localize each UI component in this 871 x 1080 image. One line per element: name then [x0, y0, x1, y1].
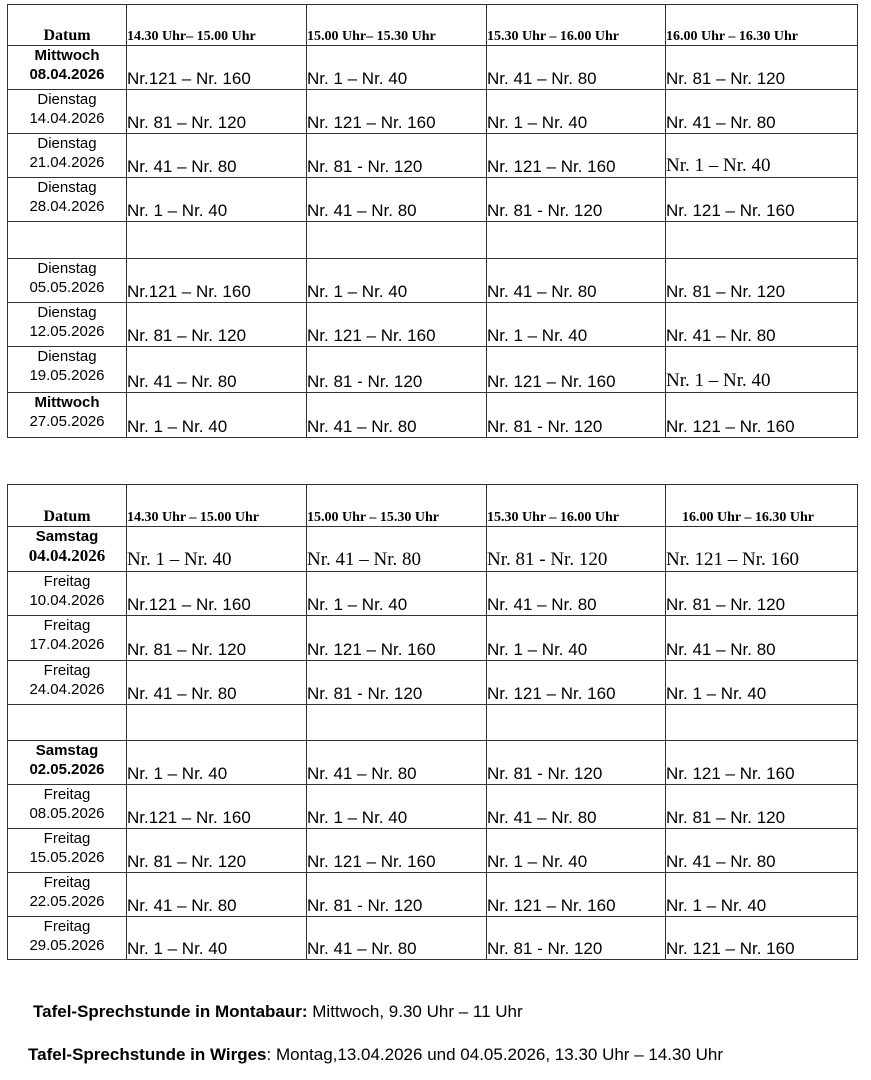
weekday: Samstag: [35, 528, 99, 545]
slot-cell: Nr. 121 – Nr. 160: [666, 393, 858, 438]
empty-cell: [8, 705, 127, 741]
slot-cell: Nr. 81 – Nr. 120: [666, 785, 858, 829]
weekday: Freitag: [43, 830, 91, 847]
slot-cell: Nr. 81 – Nr. 120: [127, 90, 307, 134]
header-datum: Datum: [8, 485, 127, 527]
weekday: Freitag: [43, 918, 91, 935]
header-slot-2: 15.00 Uhr – 15.30 Uhr: [307, 485, 487, 527]
table-row: [8, 393, 858, 438]
slot-cell: Nr. 81 – Nr. 120: [127, 616, 307, 661]
date-cell: [8, 178, 127, 222]
weekday: Dienstag: [37, 304, 97, 321]
slot-cell: Nr. 1 – Nr. 40: [127, 527, 307, 572]
slot-cell: Nr. 41 – Nr. 80: [666, 616, 858, 661]
slot-cell: Nr. 81 - Nr. 120: [307, 661, 487, 705]
slot-cell: Nr. 121 – Nr. 160: [307, 303, 487, 347]
slot-cell: Nr. 1 – Nr. 40: [487, 90, 666, 134]
slot-cell: Nr. 121 – Nr. 160: [487, 134, 666, 178]
weekday: Dienstag: [37, 91, 97, 108]
schedule-table-2: [7, 484, 858, 960]
table-row: [8, 741, 858, 785]
date: 15.05.2026: [29, 849, 105, 866]
slot-cell: Nr. 81 – Nr. 120: [666, 259, 858, 303]
slot-cell: Nr. 121 – Nr. 160: [666, 178, 858, 222]
table-row: [8, 873, 858, 917]
date-cell: [8, 393, 127, 438]
date-cell: [8, 785, 127, 829]
date-cell: [8, 741, 127, 785]
table-row: [8, 134, 858, 178]
empty-cell: [666, 222, 858, 259]
slot-cell: Nr. 81 - Nr. 120: [487, 178, 666, 222]
weekday: Dienstag: [37, 260, 97, 277]
wirges-text: : Montag,13.04.2026 und 04.05.2026, 13.30 Uhr – 14.30 Uhr: [266, 1045, 724, 1064]
slot-cell: Nr. 121 – Nr. 160: [307, 616, 487, 661]
slot-cell: Nr. 41 – Nr. 80: [307, 178, 487, 222]
slot-cell: Nr. 41 – Nr. 80: [487, 259, 666, 303]
slot-cell: Nr. 41 – Nr. 80: [487, 785, 666, 829]
date-cell: [8, 873, 127, 917]
table-row: [8, 303, 858, 347]
slot-cell: Nr. 41 – Nr. 80: [666, 829, 858, 873]
slot-cell: Nr.121 – Nr. 160: [127, 572, 307, 616]
weekday: Freitag: [43, 874, 91, 891]
table-row: [8, 829, 858, 873]
header-slot-3: 15.30 Uhr – 16.00 Uhr: [487, 5, 666, 46]
slot-cell: Nr. 81 - Nr. 120: [487, 741, 666, 785]
slot-cell: Nr. 81 – Nr. 120: [666, 572, 858, 616]
header-slot-3: 15.30 Uhr – 16.00 Uhr: [487, 485, 666, 527]
slot-cell: Nr. 121 – Nr. 160: [307, 829, 487, 873]
table-row: [8, 616, 858, 661]
date: 04.04.2026: [28, 546, 106, 565]
table-row: [8, 259, 858, 303]
slot-cell: Nr. 121 – Nr. 160: [666, 917, 858, 960]
date-cell: [8, 46, 127, 90]
empty-cell: [307, 705, 487, 741]
table-row: [8, 572, 858, 616]
weekday: Freitag: [43, 573, 91, 590]
weekday: Dienstag: [37, 179, 97, 196]
empty-cell: [666, 705, 858, 741]
weekday: Mittwoch: [34, 394, 100, 411]
date-cell: [8, 616, 127, 661]
slot-cell: Nr. 41 – Nr. 80: [127, 134, 307, 178]
table-row: [8, 661, 858, 705]
slot-cell: Nr. 1 – Nr. 40: [307, 572, 487, 616]
montabaur-label: Tafel-Sprechstunde in Montabaur:: [33, 1002, 308, 1021]
slot-cell: Nr. 121 – Nr. 160: [487, 661, 666, 705]
date: 12.05.2026: [29, 323, 105, 340]
empty-cell: [8, 222, 127, 259]
slot-cell: Nr. 1 – Nr. 40: [666, 134, 858, 178]
empty-cell: [127, 222, 307, 259]
wirges-note: [28, 1045, 723, 1065]
date-cell: [8, 134, 127, 178]
slot-cell: Nr. 121 – Nr. 160: [666, 527, 858, 572]
table-row: [8, 178, 858, 222]
date-cell: [8, 347, 127, 393]
slot-cell: Nr. 1 – Nr. 40: [307, 785, 487, 829]
slot-cell: Nr. 1 – Nr. 40: [666, 347, 858, 393]
slot-cell: Nr. 1 – Nr. 40: [307, 46, 487, 90]
date: 05.05.2026: [29, 279, 105, 296]
empty-row: [8, 705, 858, 741]
slot-cell: Nr. 81 – Nr. 120: [666, 46, 858, 90]
slot-cell: Nr. 81 - Nr. 120: [307, 873, 487, 917]
montabaur-note: [33, 1002, 523, 1022]
slot-cell: Nr. 81 – Nr. 120: [127, 829, 307, 873]
slot-cell: Nr. 81 - Nr. 120: [487, 917, 666, 960]
schedule-table-1: [7, 4, 858, 438]
slot-cell: Nr. 1 – Nr. 40: [127, 178, 307, 222]
weekday: Mittwoch: [34, 47, 100, 64]
slot-cell: Nr. 41 – Nr. 80: [127, 873, 307, 917]
slot-cell: Nr.121 – Nr. 160: [127, 46, 307, 90]
date: 28.04.2026: [29, 198, 105, 215]
empty-cell: [487, 222, 666, 259]
slot-cell: Nr. 41 – Nr. 80: [666, 303, 858, 347]
slot-cell: Nr. 81 - Nr. 120: [487, 393, 666, 438]
empty-cell: [487, 705, 666, 741]
slot-cell: Nr. 1 – Nr. 40: [487, 829, 666, 873]
header-slot-2: 15.00 Uhr– 15.30 Uhr: [307, 5, 487, 46]
date: 27.05.2026: [29, 413, 105, 430]
date-cell: [8, 572, 127, 616]
weekday: Samstag: [35, 742, 99, 759]
slot-cell: Nr. 81 - Nr. 120: [487, 527, 666, 572]
weekday: Dienstag: [37, 135, 97, 152]
weekday: Freitag: [43, 617, 91, 634]
weekday: Freitag: [43, 786, 91, 803]
header-slot-1: 14.30 Uhr – 15.00 Uhr: [127, 485, 307, 527]
date-cell: [8, 829, 127, 873]
slot-cell: Nr. 1 – Nr. 40: [487, 616, 666, 661]
slot-cell: Nr.121 – Nr. 160: [127, 785, 307, 829]
slot-cell: Nr. 1 – Nr. 40: [487, 303, 666, 347]
date: 02.05.2026: [29, 761, 105, 778]
date-cell: [8, 527, 127, 572]
weekday: Dienstag: [37, 348, 97, 365]
slot-cell: Nr. 41 – Nr. 80: [487, 572, 666, 616]
slot-cell: Nr. 41 – Nr. 80: [127, 661, 307, 705]
empty-row: [8, 222, 858, 259]
slot-cell: Nr. 1 – Nr. 40: [127, 741, 307, 785]
table-row: [8, 347, 858, 393]
date: 21.04.2026: [29, 154, 105, 171]
slot-cell: Nr. 41 – Nr. 80: [307, 527, 487, 572]
table-header-row: [8, 5, 858, 46]
wirges-label: Tafel-Sprechstunde in Wirges: [28, 1045, 267, 1064]
date-cell: [8, 917, 127, 960]
slot-cell: Nr. 1 – Nr. 40: [666, 661, 858, 705]
slot-cell: Nr. 41 – Nr. 80: [666, 90, 858, 134]
table-row: [8, 785, 858, 829]
date: 29.05.2026: [29, 937, 105, 954]
date: 14.04.2026: [29, 110, 105, 127]
date-cell: [8, 303, 127, 347]
table-row: [8, 46, 858, 90]
empty-cell: [127, 705, 307, 741]
header-slot-4: 16.00 Uhr – 16.30 Uhr: [666, 5, 858, 46]
date-cell: [8, 661, 127, 705]
slot-cell: Nr. 121 – Nr. 160: [307, 90, 487, 134]
table-header-row: [8, 485, 858, 527]
montabaur-text: Mittwoch, 9.30 Uhr – 11 Uhr: [307, 1002, 523, 1021]
slot-cell: Nr. 1 – Nr. 40: [127, 393, 307, 438]
header-slot-1: 14.30 Uhr– 15.00 Uhr: [127, 5, 307, 46]
slot-cell: Nr. 1 – Nr. 40: [127, 917, 307, 960]
weekday: Freitag: [43, 662, 91, 679]
slot-cell: Nr. 41 – Nr. 80: [487, 46, 666, 90]
table-row: [8, 90, 858, 134]
date-cell: [8, 90, 127, 134]
slot-cell: Nr. 121 – Nr. 160: [487, 347, 666, 393]
slot-cell: Nr. 81 – Nr. 120: [127, 303, 307, 347]
slot-cell: Nr. 121 – Nr. 160: [487, 873, 666, 917]
date: 19.05.2026: [29, 367, 105, 384]
slot-cell: Nr. 81 - Nr. 120: [307, 347, 487, 393]
slot-cell: Nr. 41 – Nr. 80: [307, 741, 487, 785]
date: 24.04.2026: [29, 681, 105, 698]
slot-cell: Nr. 41 – Nr. 80: [307, 393, 487, 438]
date-cell: [8, 259, 127, 303]
slot-cell: Nr. 41 – Nr. 80: [127, 347, 307, 393]
table-row: [8, 917, 858, 960]
slot-cell: Nr. 121 – Nr. 160: [666, 741, 858, 785]
slot-cell: Nr. 81 - Nr. 120: [307, 134, 487, 178]
header-datum: Datum: [8, 5, 127, 46]
empty-cell: [307, 222, 487, 259]
date: 08.04.2026: [29, 66, 105, 83]
date: 22.05.2026: [29, 893, 105, 910]
slot-cell: Nr. 1 – Nr. 40: [307, 259, 487, 303]
slot-cell: Nr. 41 – Nr. 80: [307, 917, 487, 960]
date: 10.04.2026: [29, 592, 105, 609]
table-row: [8, 527, 858, 572]
header-slot-4: 16.00 Uhr – 16.30 Uhr: [666, 485, 858, 527]
slot-cell: Nr.121 – Nr. 160: [127, 259, 307, 303]
slot-cell: Nr. 1 – Nr. 40: [666, 873, 858, 917]
date: 17.04.2026: [29, 636, 105, 653]
date: 08.05.2026: [29, 805, 105, 822]
